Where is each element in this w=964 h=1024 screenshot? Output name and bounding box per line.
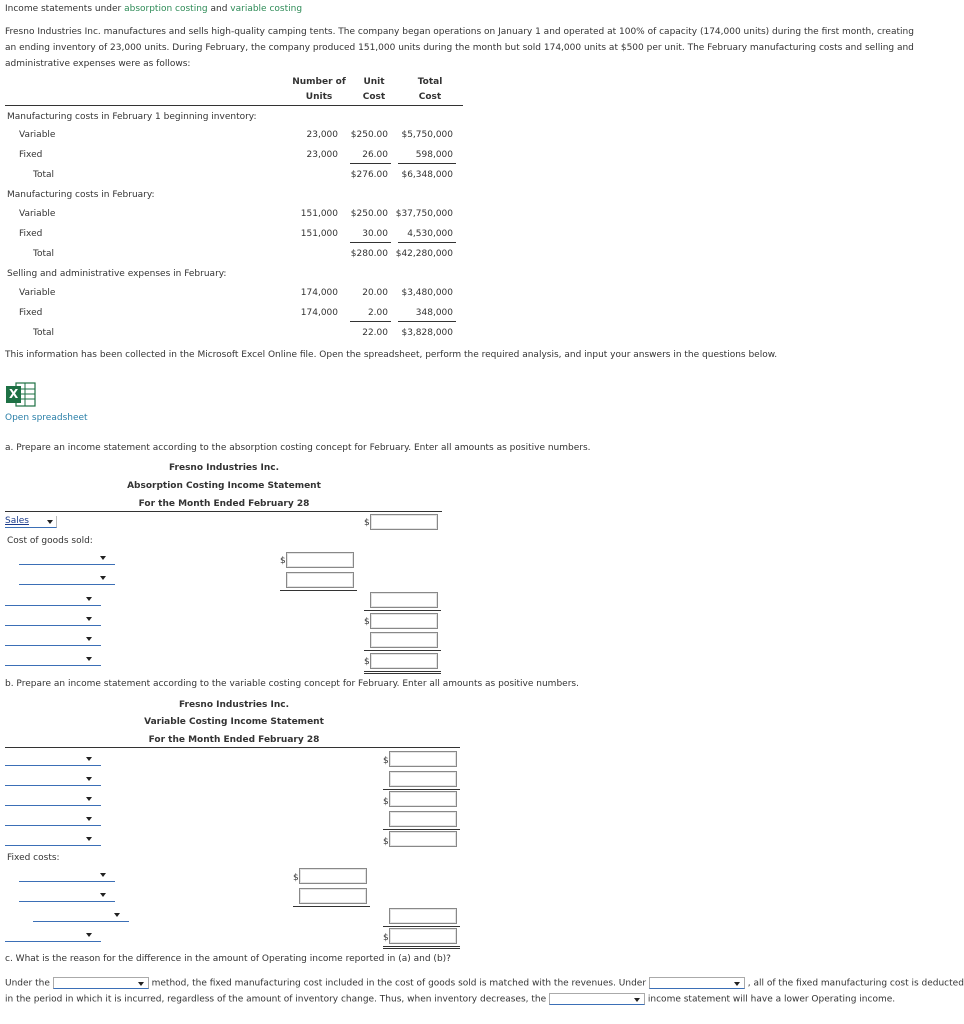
row-total-cost: $37,750,000	[395, 209, 453, 219]
vc-line-1-dropdown[interactable]	[5, 752, 101, 766]
subtotal-rule	[398, 242, 456, 243]
cogs-subtotal-rule	[280, 590, 357, 591]
dollar-sign: $	[383, 797, 389, 807]
open-spreadsheet-link[interactable]: Open spreadsheet	[5, 413, 88, 423]
row-units: 151,000	[300, 209, 338, 219]
dollar-sign: $	[383, 837, 389, 847]
vc-line-1-input[interactable]	[389, 751, 457, 767]
row-total-cost: $3,480,000	[401, 288, 453, 298]
row-unit-cost: $250.00	[350, 130, 388, 140]
method-dropdown-1[interactable]	[53, 977, 149, 989]
part-a-heading-rule	[5, 511, 442, 512]
gross-profit-input[interactable]	[370, 613, 438, 629]
row-label: Manufacturing costs in February:	[7, 190, 155, 200]
row-label: Variable	[19, 130, 56, 140]
row-total-cost: 348,000	[415, 308, 453, 318]
row-total-cost: $42,280,000	[395, 249, 453, 259]
row-total-cost: $3,828,000	[401, 328, 453, 338]
row-units: 174,000	[300, 288, 338, 298]
vc-operating-income-input[interactable]	[389, 928, 457, 944]
row-label: Fixed	[19, 150, 43, 160]
part-c-text: , all of the fixed manufacturing cost is deducted	[747, 978, 964, 989]
header-unit-cost	[355, 75, 393, 105]
row-label: Manufacturing costs in February 1 beginning inventory:	[7, 112, 257, 122]
row-label: Variable	[19, 288, 56, 298]
dollar-sign: $	[383, 933, 389, 943]
vc-line-5-dropdown[interactable]	[5, 832, 101, 846]
title-part-3: and	[207, 4, 231, 14]
dollar-sign: $	[383, 756, 389, 766]
cogs-line-1-dropdown[interactable]	[19, 551, 115, 565]
double-rule-2	[364, 673, 441, 674]
title-part-1: Income statements under	[5, 4, 125, 14]
part-c-question: c. What is the reason for the difference in the amount of Operating income reported in (a) and (b)?	[5, 954, 451, 964]
dollar-sign: $	[280, 556, 286, 566]
method-dropdown-3[interactable]	[549, 993, 645, 1005]
row-label: Selling and administrative expenses in February:	[7, 269, 227, 279]
header-total-line1: Total	[417, 77, 443, 87]
double-rule-1	[383, 946, 460, 947]
row-units: 174,000	[300, 308, 338, 318]
fixed-line-1-input[interactable]	[299, 868, 367, 884]
vc-line-3-input[interactable]	[389, 791, 457, 807]
subtotal-rule	[350, 321, 391, 322]
vc-operating-income-dropdown[interactable]	[5, 928, 101, 942]
part-b-company: Fresno Industries Inc.	[178, 700, 290, 710]
sales-dropdown-value: Sales	[5, 516, 29, 526]
dollar-sign: $	[364, 518, 370, 528]
part-c-sentence-line-1	[5, 977, 964, 989]
header-units-line1: Number of	[292, 77, 346, 87]
dollar-sign: $	[293, 873, 299, 883]
cogs-line-2-input[interactable]	[286, 572, 354, 588]
fixed-total-input[interactable]	[389, 908, 457, 924]
part-a-instruction: a. Prepare an income statement according to the absorption costing concept for February. Enter all amounts as positive numbers.	[5, 443, 591, 453]
row-unit-cost: 30.00	[362, 229, 388, 239]
dollar-sign: $	[364, 657, 370, 667]
row-unit-cost: 20.00	[362, 288, 388, 298]
fixed-line-2-input[interactable]	[299, 888, 367, 904]
subtotal-rule	[398, 321, 456, 322]
header-units-line2: Units	[305, 92, 333, 102]
fixed-total-dropdown[interactable]	[33, 908, 129, 922]
part-a-period: For the Month Ended February 28	[138, 499, 310, 509]
vc-rule	[383, 789, 460, 790]
dollar-sign: $	[364, 617, 370, 627]
page-title	[5, 4, 302, 14]
row-total-cost: 598,000	[415, 150, 453, 160]
title-link-variable[interactable]: variable costing	[230, 4, 303, 14]
double-rule-1	[364, 671, 441, 672]
part-b-statement-name: Variable Costing Income Statement	[144, 717, 324, 727]
part-c-text: Under the	[5, 978, 50, 989]
row-units: 23,000	[306, 150, 338, 160]
row-unit-cost: $280.00	[350, 249, 388, 259]
row-label: Total	[33, 328, 55, 338]
vc-line-4-input[interactable]	[389, 811, 457, 827]
double-rule-2	[383, 948, 460, 949]
subtotal-rule	[350, 163, 391, 164]
cogs-line-1-input[interactable]	[286, 552, 354, 568]
cogs-label: Cost of goods sold:	[7, 536, 93, 546]
sga-dropdown[interactable]	[5, 632, 101, 646]
row-label: Total	[33, 170, 55, 180]
subtotal-rule	[350, 242, 391, 243]
sales-amount-input[interactable]	[370, 514, 438, 530]
fixed-rule	[293, 906, 370, 907]
header-units	[290, 75, 348, 105]
method-dropdown-2[interactable]	[649, 977, 745, 989]
header-underline	[5, 105, 463, 106]
row-unit-cost: 22.00	[362, 328, 388, 338]
row-units: 151,000	[300, 229, 338, 239]
part-a-statement-name: Absorption Costing Income Statement	[127, 481, 321, 491]
row-unit-cost: 2.00	[367, 308, 388, 318]
vc-line-3-dropdown[interactable]	[5, 792, 101, 806]
row-unit-cost: $250.00	[350, 209, 388, 219]
row-total-cost: $6,348,000	[401, 170, 453, 180]
vc-line-4-dropdown[interactable]	[5, 812, 101, 826]
vc-line-2-input[interactable]	[389, 771, 457, 787]
part-c-sentence-line-2	[5, 993, 895, 1005]
chevron-down-icon	[47, 520, 53, 524]
row-label: Total	[33, 249, 55, 259]
problem-intro: Fresno Industries Inc. manufactures and sells high-quality camping tents. The company began operations on January 1 and operated at 100% of capacity (174,000 units) during the first month, creating an ending inventory of 23,000 units. During February, the company produced 151,000 units during the month but sold 174,000 units at $500 per unit. The February manufacturing costs and selling and administrative expenses were as follows:	[5, 27, 914, 69]
cogs-line-3-dropdown[interactable]	[5, 592, 101, 606]
header-unit-line2: Cost	[362, 92, 386, 102]
subtotal-rule	[398, 163, 456, 164]
vc-line-2-dropdown[interactable]	[5, 772, 101, 786]
cogs-line-2-dropdown[interactable]	[19, 571, 115, 585]
row-total-cost: $5,750,000	[401, 130, 453, 140]
sga-rule	[364, 650, 441, 651]
fixed-line-1-dropdown[interactable]	[19, 868, 115, 882]
operating-income-input[interactable]	[370, 653, 438, 669]
part-c-text: in the period in which it is incurred, regardless of the amount of inventory change. Thus, when inventory decreases, the	[5, 994, 547, 1005]
fixed-line-2-dropdown[interactable]	[19, 888, 115, 902]
vc-rule	[383, 829, 460, 830]
row-label: Fixed	[19, 229, 43, 239]
excel-icon-letter: X	[9, 387, 19, 401]
row-label: Fixed	[19, 308, 43, 318]
header-total-line2: Cost	[418, 92, 442, 102]
header-total-cost	[400, 75, 460, 105]
row-label: Variable	[19, 209, 56, 219]
part-c-text: method, the fixed manufacturing cost included in the cost of goods sold is matched with the revenues. Under	[151, 978, 647, 989]
part-c-text: income statement will have a lower Operating income.	[647, 994, 896, 1005]
part-a-company: Fresno Industries Inc.	[168, 463, 280, 473]
fixed-total-rule	[383, 926, 460, 927]
sga-input[interactable]	[370, 632, 438, 648]
part-b-heading-rule	[5, 747, 460, 748]
header-unit-line1: Unit	[363, 77, 385, 87]
sales-dropdown[interactable]	[5, 516, 57, 528]
row-total-cost: 4,530,000	[407, 229, 453, 239]
excel-icon[interactable]	[6, 381, 36, 408]
row-units: 23,000	[306, 130, 338, 140]
part-b-period: For the Month Ended February 28	[148, 735, 320, 745]
vc-line-5-input[interactable]	[389, 831, 457, 847]
cogs-total-rule	[364, 610, 441, 611]
fixed-costs-label: Fixed costs:	[7, 853, 60, 863]
cogs-line-3-input[interactable]	[370, 592, 438, 608]
part-b-instruction: b. Prepare an income statement according to the variable costing concept for February. Enter all amounts as positive numbers.	[5, 679, 579, 689]
gross-profit-dropdown[interactable]	[5, 612, 101, 626]
row-unit-cost: 26.00	[362, 150, 388, 160]
excel-note: This information has been collected in the Microsoft Excel Online file. Open the spreadsheet, perform the required analysis, and input your answers in the questions below.	[5, 350, 778, 360]
operating-income-dropdown[interactable]	[5, 652, 101, 666]
title-link-absorption[interactable]: absorption costing	[124, 4, 208, 14]
row-unit-cost: $276.00	[350, 170, 388, 180]
